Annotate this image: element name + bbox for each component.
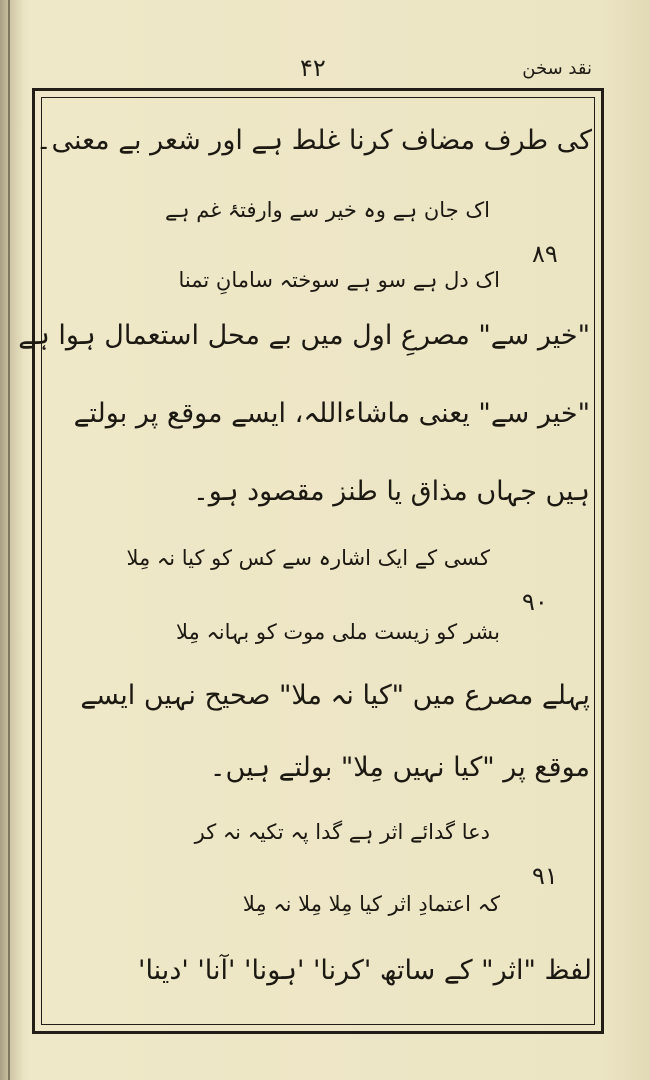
verse-89-second: اک دل ہے سو ہے سوختہ سامانِ تمنا <box>178 268 500 292</box>
prose-line-6: ہیں جہاں مذاق یا طنز مقصود ہو۔ <box>192 476 590 507</box>
prose-line-9: پہلے مصرع میں "کیا نہ ملا" صحیح نہیں ایسے <box>80 680 590 711</box>
verse-91-second: کہ اعتمادِ اثر کیا مِلا مِلا نہ مِلا <box>242 892 500 916</box>
verse-91-first: دعا گدائے اثر ہے گدا پہ تکیہ نہ کر <box>194 820 490 844</box>
verse-number-91: ۹۱ <box>532 862 558 890</box>
verse-90-first: کسی کے ایک اشارہ سے کس کو کیا نہ مِلا <box>126 546 490 570</box>
running-header-title: نقد سخن <box>522 58 592 79</box>
prose-line-13: لفظ "اثر" کے ساتھ 'کرنا' 'ہونا' 'آنا' 'دینا' <box>138 955 592 986</box>
prose-line-4: "خیر سے" مصرعِ اول میں بے محل استعمال ہوا ہے <box>18 320 590 351</box>
verse-89-first: اک جان ہے وہ خیر سے وارفتۂ غم ہے <box>164 198 490 222</box>
prose-line-5: "خیر سے" یعنی ماشاءاللہ، ایسے موقع پر بولتے <box>73 398 590 429</box>
page-number: ۴۲ <box>300 54 326 82</box>
book-spine <box>0 0 22 1080</box>
verse-90-second: بشر کو زیست ملی موت کو بہانہ مِلا <box>176 620 500 644</box>
spine-edge-line <box>8 0 10 1080</box>
verse-number-90: ۹۰ <box>522 588 548 616</box>
prose-line-1: کی طرف مضاف کرنا غلط ہے اور شعر بے معنی۔ <box>35 125 592 156</box>
verse-number-89: ۸۹ <box>532 240 558 268</box>
prose-line-10: موقع پر "کیا نہیں مِلا" بولتے ہیں۔ <box>209 752 590 783</box>
